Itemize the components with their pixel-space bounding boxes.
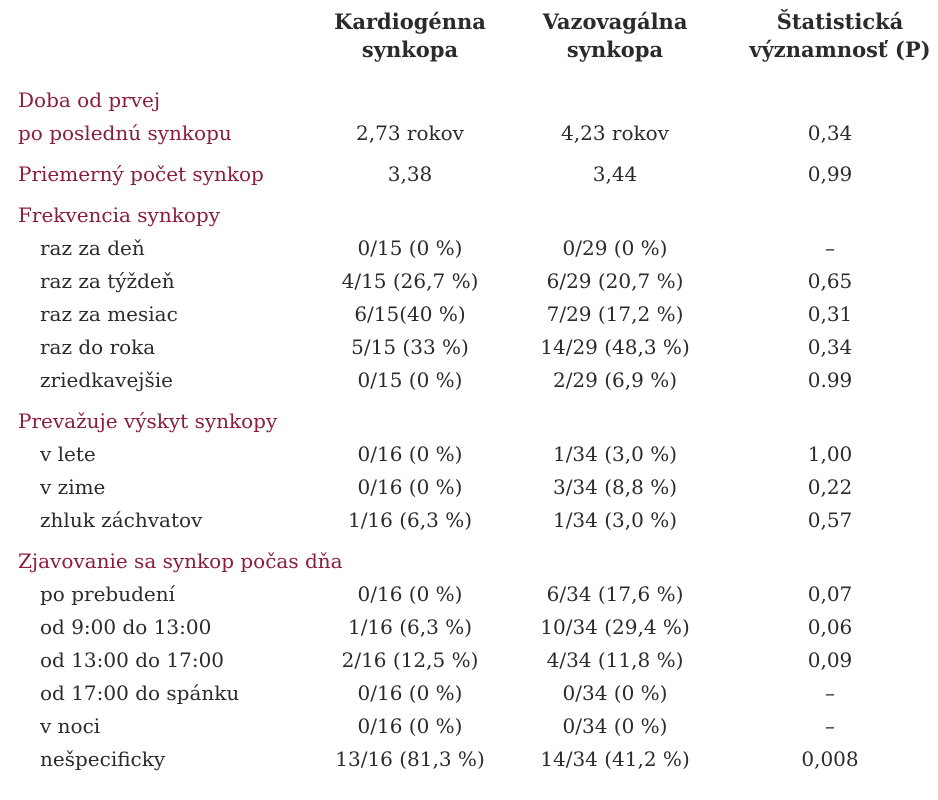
row-label: v zime [40, 475, 106, 499]
cardiogenic-value: 4/15 (26,7 %) [341, 269, 479, 293]
cardiogenic-value: 2/16 (12,5 %) [341, 648, 479, 672]
cardiogenic-value: 0/16 (0 %) [357, 582, 463, 606]
header-cardiogenic-line1: Kardiogénna [334, 9, 486, 34]
table-row [0, 611, 938, 644]
row-label: od 13:00 do 17:00 [40, 648, 225, 672]
cardiogenic-value: 0/16 (0 %) [357, 442, 463, 466]
p-value: – [825, 236, 835, 260]
table-row [0, 471, 938, 504]
header-significance-line1: Štatistická [776, 9, 904, 34]
p-value: – [825, 681, 835, 705]
cardiogenic-value: 0/16 (0 %) [357, 681, 463, 705]
row-label: po poslednú synkopu [18, 121, 232, 145]
p-value: 0,008 [801, 747, 859, 771]
table-row [0, 265, 938, 298]
vasovagal-value: 7/29 (17,2 %) [546, 302, 684, 326]
vasovagal-value: 3/34 (8,8 %) [552, 475, 678, 499]
p-value: 0,31 [807, 302, 853, 326]
vasovagal-value: 10/34 (29,4 %) [540, 615, 690, 639]
header-significance-line2: významnosť (P) [749, 37, 931, 62]
header-vasovagal [525, 8, 705, 64]
cardiogenic-value: 0/16 (0 %) [357, 714, 463, 738]
row-label: raz do roka [40, 335, 156, 359]
table-row [0, 578, 938, 611]
section-row [0, 199, 938, 232]
table-row [0, 644, 938, 677]
p-value: 1,00 [807, 442, 853, 466]
header-vasovagal-line1: Vazovagálna [542, 9, 688, 34]
section-row [0, 405, 938, 438]
p-value: 0.99 [807, 368, 853, 392]
section-row [0, 117, 938, 150]
row-label: raz za deň [40, 236, 145, 260]
row-label: od 17:00 do spánku [40, 681, 240, 705]
table-row [0, 743, 938, 776]
cardiogenic-value: 0/16 (0 %) [357, 475, 463, 499]
p-value: 0,34 [807, 121, 853, 145]
row-label: Frekvencia synkopy [18, 203, 220, 227]
row-label: nešpecificky [40, 747, 166, 771]
p-value: 0,06 [807, 615, 853, 639]
table-row [0, 710, 938, 743]
section-row [0, 545, 938, 578]
row-label: Priemerný počet synkop [18, 162, 264, 186]
vasovagal-value: 14/29 (48,3 %) [540, 335, 690, 359]
vasovagal-value: 1/34 (3,0 %) [552, 508, 678, 532]
table-row [0, 438, 938, 471]
row-label: v noci [40, 714, 101, 738]
vasovagal-value: 1/34 (3,0 %) [552, 442, 678, 466]
cardiogenic-value: 5/15 (33 %) [351, 335, 469, 359]
p-value: 0,57 [807, 508, 853, 532]
cardiogenic-value: 0/15 (0 %) [357, 368, 463, 392]
p-value: 0,07 [807, 582, 853, 606]
header-significance [745, 8, 935, 64]
p-value: 0,65 [807, 269, 853, 293]
p-value: 0,22 [807, 475, 853, 499]
table-row [0, 298, 938, 331]
vasovagal-value: 6/29 (20,7 %) [546, 269, 684, 293]
section-row [0, 158, 938, 191]
header-vasovagal-line2: synkopa [566, 37, 664, 62]
table-row [0, 677, 938, 710]
row-label: Prevažuje výskyt synkopy [18, 409, 278, 433]
header-cardiogenic [320, 8, 500, 64]
section-row [0, 84, 938, 117]
vasovagal-value: 6/34 (17,6 %) [546, 582, 684, 606]
row-label: Zjavovanie sa synkop počas dňa [18, 549, 343, 573]
vasovagal-value: 0/34 (0 %) [562, 714, 668, 738]
row-label: raz za mesiac [40, 302, 178, 326]
vasovagal-value: 4/34 (11,8 %) [546, 648, 684, 672]
cardiogenic-value: 3,38 [387, 162, 433, 186]
vasovagal-value: 0/34 (0 %) [562, 681, 668, 705]
table-row [0, 504, 938, 537]
vasovagal-value: 3,44 [592, 162, 638, 186]
p-value: 0,09 [807, 648, 853, 672]
vasovagal-value: 4,23 rokov [561, 121, 669, 145]
table-row [0, 364, 938, 397]
cardiogenic-value: 1/16 (6,3 %) [347, 508, 473, 532]
row-label: od 9:00 do 13:00 [40, 615, 212, 639]
cardiogenic-value: 13/16 (81,3 %) [335, 747, 485, 771]
row-label: Doba od prvej [18, 88, 161, 112]
p-value: 0,34 [807, 335, 853, 359]
row-label: zhluk záchvatov [40, 508, 203, 532]
row-label: raz za týždeň [40, 269, 175, 293]
p-value: – [825, 714, 835, 738]
cardiogenic-value: 2,73 rokov [356, 121, 464, 145]
cardiogenic-value: 1/16 (6,3 %) [347, 615, 473, 639]
row-label: zriedkavejšie [40, 368, 174, 392]
cardiogenic-value: 0/15 (0 %) [357, 236, 463, 260]
header-cardiogenic-line2: synkopa [361, 37, 459, 62]
cardiogenic-value: 6/15(40 %) [354, 302, 466, 326]
vasovagal-value: 0/29 (0 %) [562, 236, 668, 260]
table-row [0, 232, 938, 265]
p-value: 0,99 [807, 162, 853, 186]
vasovagal-value: 2/29 (6,9 %) [552, 368, 678, 392]
vasovagal-value: 14/34 (41,2 %) [540, 747, 690, 771]
table-row [0, 331, 938, 364]
row-label: po prebudení [40, 582, 175, 606]
row-label: v lete [40, 442, 96, 466]
